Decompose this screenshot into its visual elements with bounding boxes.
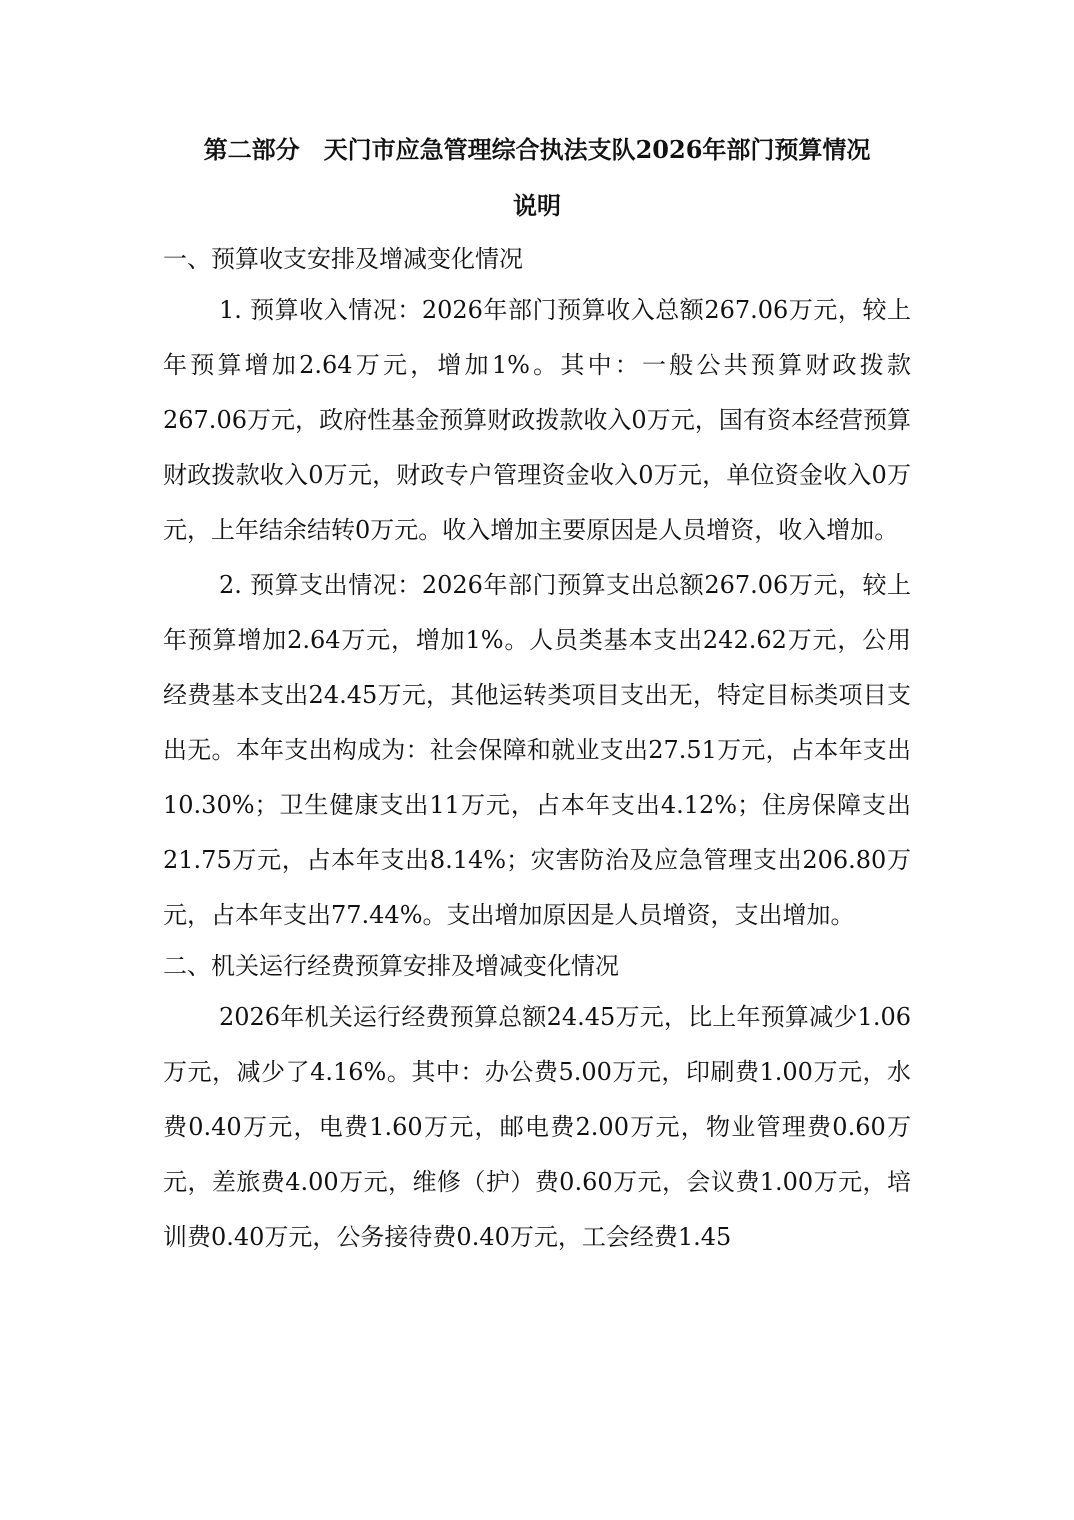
income-paragraph: 1. 预算收入情况：2026年部门预算收入总额267.06万元，较上年预算增加2.64万元，增加1%。其中：一般公共预算财政拨款267.06万元，政府性基金预算财政拨款收入0万元，国有资本经营预算财政拨款收入0万元，财政专户管理资金收入0万元，单位资金收入0万元，上年结余结转0万元。收入增加主要原因是人员增资，收入增加。 [163, 296, 911, 544]
document-title-line2: 说明 [513, 191, 561, 220]
document-title-line1: 第二部分 天门市应急管理综合执法支队2026年部门预算情况 [203, 135, 871, 164]
section2-heading: 二、机关运行经费预算安排及增减变化情况 [163, 952, 619, 980]
expense-paragraph: 2. 预算支出情况：2026年部门预算支出总额267.06万元，较上年预算增加2.64万元，增加1%。人员类基本支出242.62万元，公用经费基本支出24.45万元，其他运转类项目支出无，特定目标类项目支出无。本年支出构成为：社会保障和就业支出27.51万元，占本年支出10.30%；卫生健康支出11万元，占本年支出4.12%；住房保障支出21.75万元，占本年支出8.14%；灾害防治及应急管理支出206.80万元，占本年支出77.44%。支出增加原因是人员增资，支出增加。 [163, 571, 911, 929]
section1-heading: 一、预算收支安排及增减变化情况 [163, 245, 523, 273]
document-body [163, 236, 911, 1265]
operating-cost-paragraph: 2026年机关运行经费预算总额24.45万元，比上年预算减少1.06万元，减少了4.16%。其中：办公费5.00万元，印刷费1.00万元，水费0.40万元，电费1.60万元，邮电费2.00万元，物业管理费0.60万元，差旅费4.00万元，维修（护）费0.60万元，会议费1.00万元，培训费0.40万元，公务接待费0.40万元，工会经费1.45 [163, 1003, 911, 1251]
